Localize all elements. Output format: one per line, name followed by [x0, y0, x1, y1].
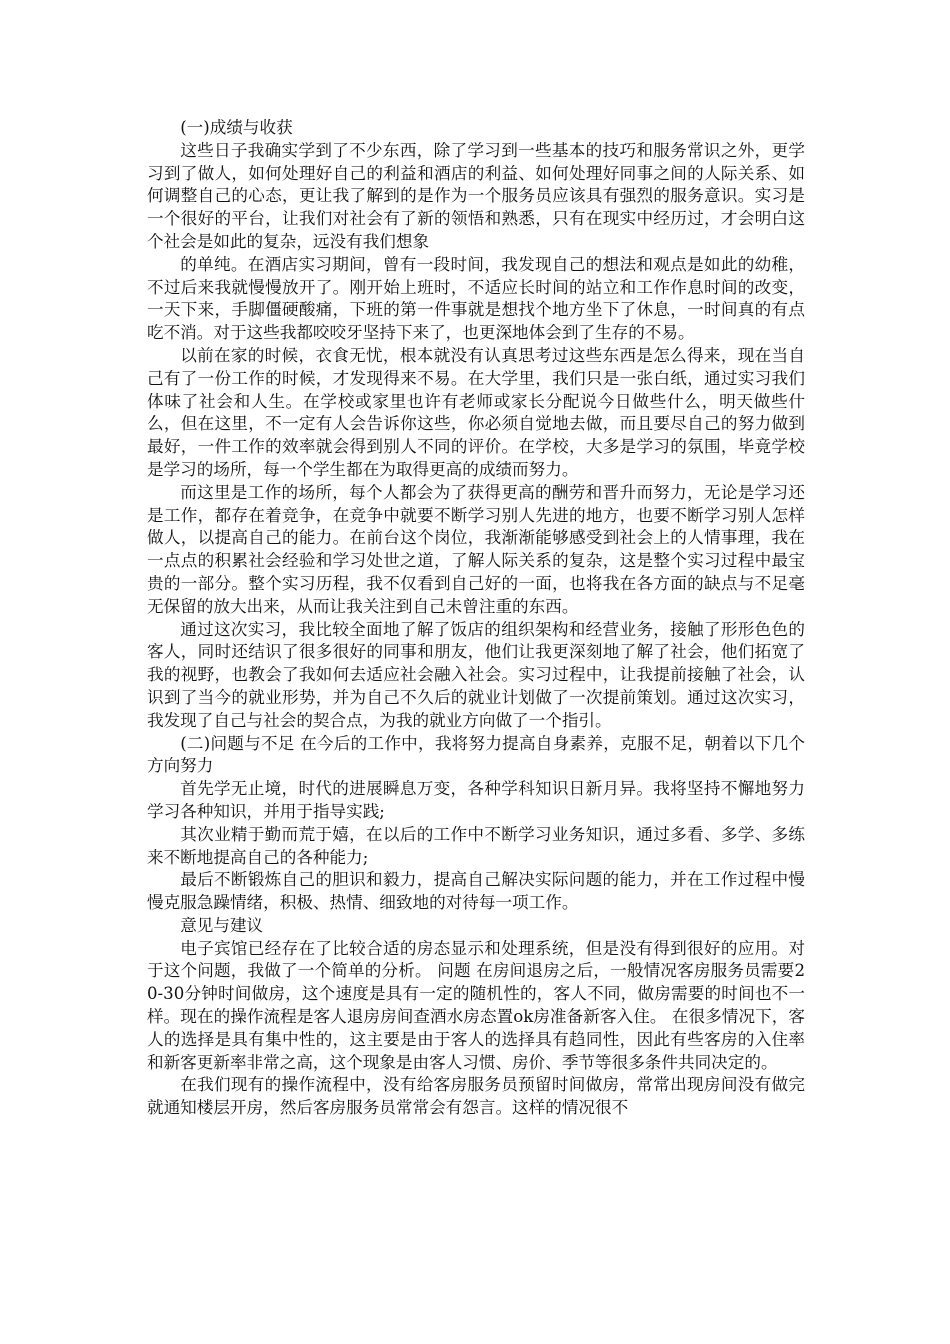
section-heading-suggestions: 意见与建议	[180, 915, 264, 935]
paragraph: 其次业精于勤而荒于嬉，在以后的工作中不断学习业务知识，通过多看、多学、多练来不断地提高自己的各种能力;	[147, 824, 805, 867]
document-page	[147, 117, 805, 1120]
paragraph: 以前在家的时候，衣食无忧，根本就没有认真思考过这些东西是怎么得来，现在当自己有了一份工作的时候，才发现得来不易。在大学里，我们只是一张白纸，通过实习我们体味了社会和人生。在学校或家里也许有老师或家长分配说今日做些什么，明天做些什么，但在这里，不一定有人会告诉你这些，你必须自觉地去做，而且要尽自己的努力做到最好，一件工作的效率就会得到别人不同的评价。在学校，大多是学习的氛围，毕竟学校是学习的场所，每一个学生都在为取得更高的成绩而努力。	[147, 345, 805, 479]
paragraph: 首先学无止境，时代的进展瞬息万变，各种学科知识日新月异。我将坚持不懈地努力学习各种知识，并用于指导实践;	[147, 779, 805, 821]
paragraph: 最后不断锻炼自己的胆识和毅力，提高自己解决实际问题的能力，并在工作过程中慢慢克服急躁情绪，积极、热情、细致地的对待每一项工作。	[147, 870, 805, 913]
paragraph: 而这里是工作的场所，每个人都会为了获得更高的酬劳和晋升而努力，无论是学习还是工作，都存在着竞争，在竞争中就要不断学习别人先进的地方，也要不断学习别人怎样做人，以提高自己的能力。在前台这个岗位，我渐渐能够感受到社会上的人情事理，我在一点点的积累社会经验和学习处世之道，了解人际关系的复杂，这是整个实习过程中最宝贵的一部分。整个实习历程，我不仅看到自己好的一面，也将我在各方面的缺点与不足毫无保留的放大出来，从而让我关注到自己未曾注重的东西。	[147, 482, 805, 616]
paragraph: 在我们现有的操作流程中，没有给客房服务员预留时间做房，常常出现房间没有做完就通知楼层开房，然后客房服务员常常会有怨言。这样的情况很不	[147, 1075, 805, 1118]
paragraph: 电子宾馆已经存在了比较合适的房态显示和处理系统，但是没有得到很好的应用。对于这个问题，我做了一个简单的分析。 问题 在房间退房之后，一般情况客房服务员需要20-30分钟时间做房，这个速度是具有一定的随机性的，客人不同，做房需要的时间也不一样。现在的操作流程是客人退房房间查酒水房态置ok房准备新客入住。 在很多情况下，客人的选择是具有集中性的，这主要是由于客人的选择具有趋同性，因此有些客房的入住率和新客更新率非常之高，这个现象是由客人习惯、房价、季节等很多条件共同决定的。	[147, 938, 805, 1072]
paragraph: 通过这次实习，我比较全面地了解了饭店的组织架构和经营业务，接触了形形色色的客人，同时还结识了很多很好的同事和朋友，他们让我更深刻地了解了社会，他们拓宽了我的视野，也教会了我如何去适应社会融入社会。实习过程中，让我提前接触了社会，认识到了当今的就业形势，并为自己不久后的就业计划做了一次提前策划。通过这次实习，我发现了自己与社会的契合点，为我的就业方向做了一个指引。	[147, 619, 805, 730]
paragraph: 的单纯。在酒店实习期间，曾有一段时间，我发现自己的想法和观点是如此的幼稚，不过后来我就慢慢放开了。刚开始上班时，不适应长时间的站立和工作作息时间的改变，一天下来，手脚僵硬酸痛，下班的第一件事就是想找个地方坐下了休息，一时间真的有点吃不消。对于这些我都咬咬牙坚持下来了，也更深地体会到了生存的不易。	[147, 254, 805, 343]
paragraph: 这些日子我确实学到了不少东西，除了学习到一些基本的技巧和服务常识之外，更学习到了做人，如何处理好自己的利益和酒店的利益、如何处理好同事之间的人际关系、如何调整自己的心态，更让我了解到的是作为一个服务员应该具有强烈的服务意识。实习是一个很好的平台，让我们对社会有了新的领悟和熟悉，只有在现实中经历过，才会明白这个社会是如此的复杂，远没有我们想象	[147, 140, 805, 251]
section-heading-achievements: (一)成绩与收获	[180, 118, 293, 137]
section-heading-problems: (二)问题与不足 在今后的工作中，我将努力提高自身素养，克服不足，朝着以下几个方向努力	[147, 733, 805, 776]
